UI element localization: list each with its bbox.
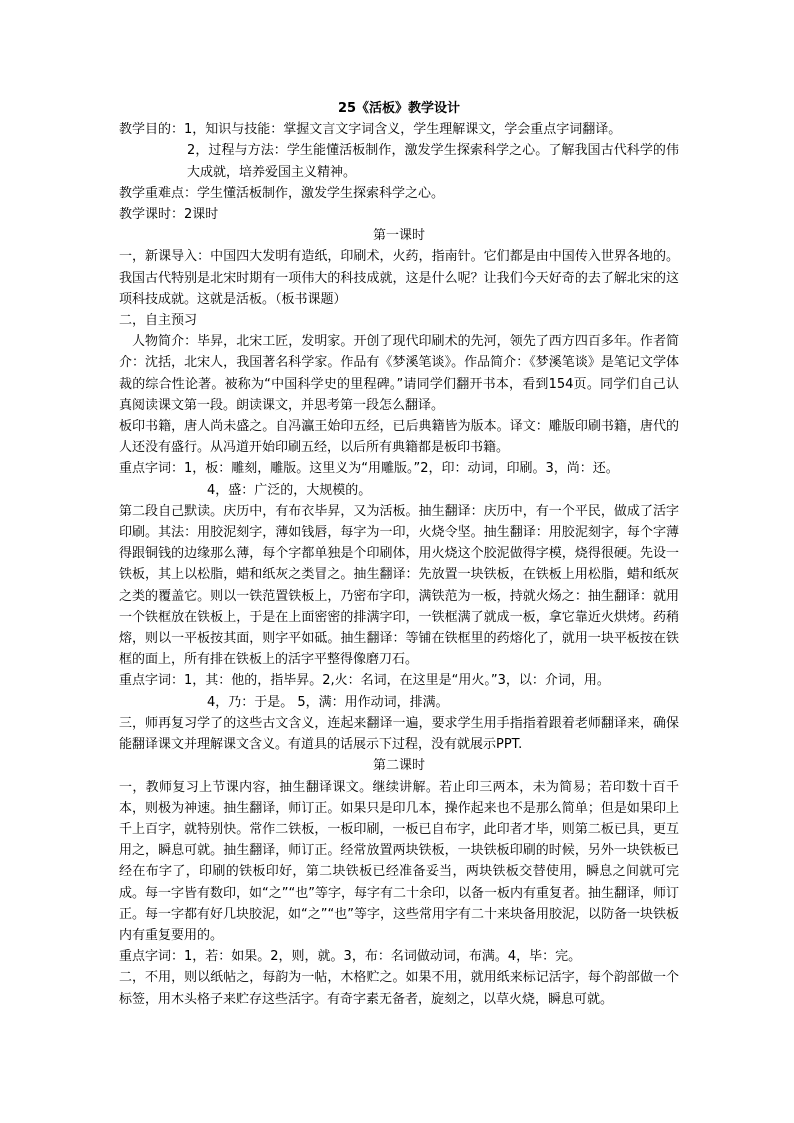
teaching-focus: 教学重难点：学生懂活板制作，激发学生探索科学之心。 [119, 185, 445, 201]
document-title: 25《活板》教学设计 [337, 101, 461, 116]
lesson-1-review: 三，师再复习学了的这些古文含义，连起来翻译一遍，要求学生用手指指着跟着老师翻译来，确保能翻译课文并理解课文含义。有道具的话展示下过程，没有就展示PPT. [119, 715, 679, 753]
lesson-1-paragraph-2: 第二段自己默读。庆历中，有布衣毕昇，又为活板。抽生翻译：庆历中，有一个平民，做成了活字印刷。其法：用胶泥刻字，薄如钱唇，每字为一印，火烧令坚。抽生翻译：用胶泥刻字，每个字薄得跟铜钱的边缘那么薄，每个字都单独是个印刷体，用火烧这个胶泥做得字模，烧得很硬。先设一铁板，其上以松脂，蜡和纸灰之类冒之。抽生翻译：先放置一块铁板，在铁板上用松脂，蜡和纸灰之类的覆盖它。则以一铁范置铁板上，乃密布字印，满铁范为一板，持就火炀之：抽生翻译：就用一个铁框放在铁板上，于是在上面密密的排满字印，一铁框满了就成一板，拿它靠近火烘烤。药稍熔，则以一平板按其面，则字平如砥。抽生翻译：等铺在铁框里的药熔化了，就用一块平板按在铁框的面上，所有排在铁板上的活字平整得像磨刀石。 [119, 503, 679, 668]
lesson-1-person-intro: 人物简介：毕昇，北宋工匠，发明家。开创了现代印刷术的先河，领先了西方四百多年。作者简介：沈括，北宋人，我国著名科学家。作品有《梦溪笔谈》。作品简介：《梦溪笔谈》是笔记文学体裁的综合性论著。被称为“中国科学史的里程碑。”请同学们翻开书本，看到154页。同学们自己认真阅读课文第一段。朗读课文，并思考第一段怎么翻译。 [119, 334, 679, 413]
lesson-1-keywords-2a: 重点字词：1，其：他的，指毕昇。2,火：名词，在这里是“用火。”3，以：介词，用。 [119, 673, 610, 689]
lesson-2-paragraph-2: 二，不用，则以纸帖之，每韵为一帖，木格贮之。如果不用，就用纸来标记活字，每个韵部做一个标签，用木头格子来贮存这些活字。有奇字素无备者，旋刻之，以草火烧，瞬息可就。 [119, 970, 679, 1007]
lesson-1-intro: 一，新课导入：中国四大发明有造纸，印刷术，火药，指南针。它们都是由中国传入世界各地的。我国古代特别是北宋时期有一项伟大的科技成就，这是什么呢？让我们今天好奇的去了解北宋的这项科技成就。这就是活板。（板书课题） [119, 249, 679, 307]
teaching-goal-2: 2，过程与方法：学生能懂活板制作，激发学生探索科学之心。了解我国古代科学的伟大成就，培养爱国主义精神。 [187, 143, 679, 180]
document-page [119, 98, 679, 1010]
lesson-1-keywords-1a: 重点字词：1，板：雕刻，雕版。这里义为“用雕版。”2，印：动词，印刷。3，尚：还。 [119, 461, 619, 477]
lesson-2-keywords: 重点字词：1，若：如果。2，则，就。3，布：名词做动词，布满。4，毕：完。 [119, 949, 582, 965]
teaching-hours: 教学课时：2课时 [119, 207, 219, 223]
lesson-1-preview-heading: 二，自主预习 [119, 313, 198, 329]
lesson-1-keywords-1b: 4，盛：广泛的，大规模的。 [207, 482, 372, 498]
lesson-1-heading: 第一课时 [372, 228, 425, 244]
teaching-goal-1: 教学目的：1，知识与技能：掌握文言文字词含义，学生理解课文，学会重点字词翻译。 [119, 122, 622, 138]
lesson-1-keywords-2b: 4，乃：于是。 5，满：用作动词，排满。 [207, 694, 449, 710]
lesson-2-heading: 第二课时 [372, 758, 425, 774]
lesson-2-paragraph-1: 一，教师复习上节课内容，抽生翻译课文。继续讲解。若止印三两本，未为简易；若印数十百千本，则极为神速。抽生翻译，师订正。如果只是印几本，操作起来也不是那么简单；但是如果印上千上百字，就特别快。常作二铁板，一板印刷，一板已自布字，此印者才毕，则第二板已具，更互用之，瞬息可就。抽生翻译，师订正。经常放置两块铁板，一块铁板印刷的时候，另外一块铁板已经在布字了，印刷的铁板印好，第二块铁板已经准备妥当，两块铁板交替使用，瞬息之间就可完成。每一字皆有数印，如“之”“也”等字，每字有二十余印，以备一板内有重复者。抽生翻译，师订正。每一字都有好几块胶泥，如“之”“也”等字，这些常用字有二十来块备用胶泥，以防备一块铁板内有重复要用的。 [119, 779, 679, 943]
lesson-1-paragraph-1: 板印书籍，唐人尚未盛之。自冯瀛王始印五经，已后典籍皆为版本。译文：雕版印刷书籍，唐代的人还没有盛行。从冯道开始印刷五经，以后所有典籍都是板印书籍。 [119, 419, 679, 456]
